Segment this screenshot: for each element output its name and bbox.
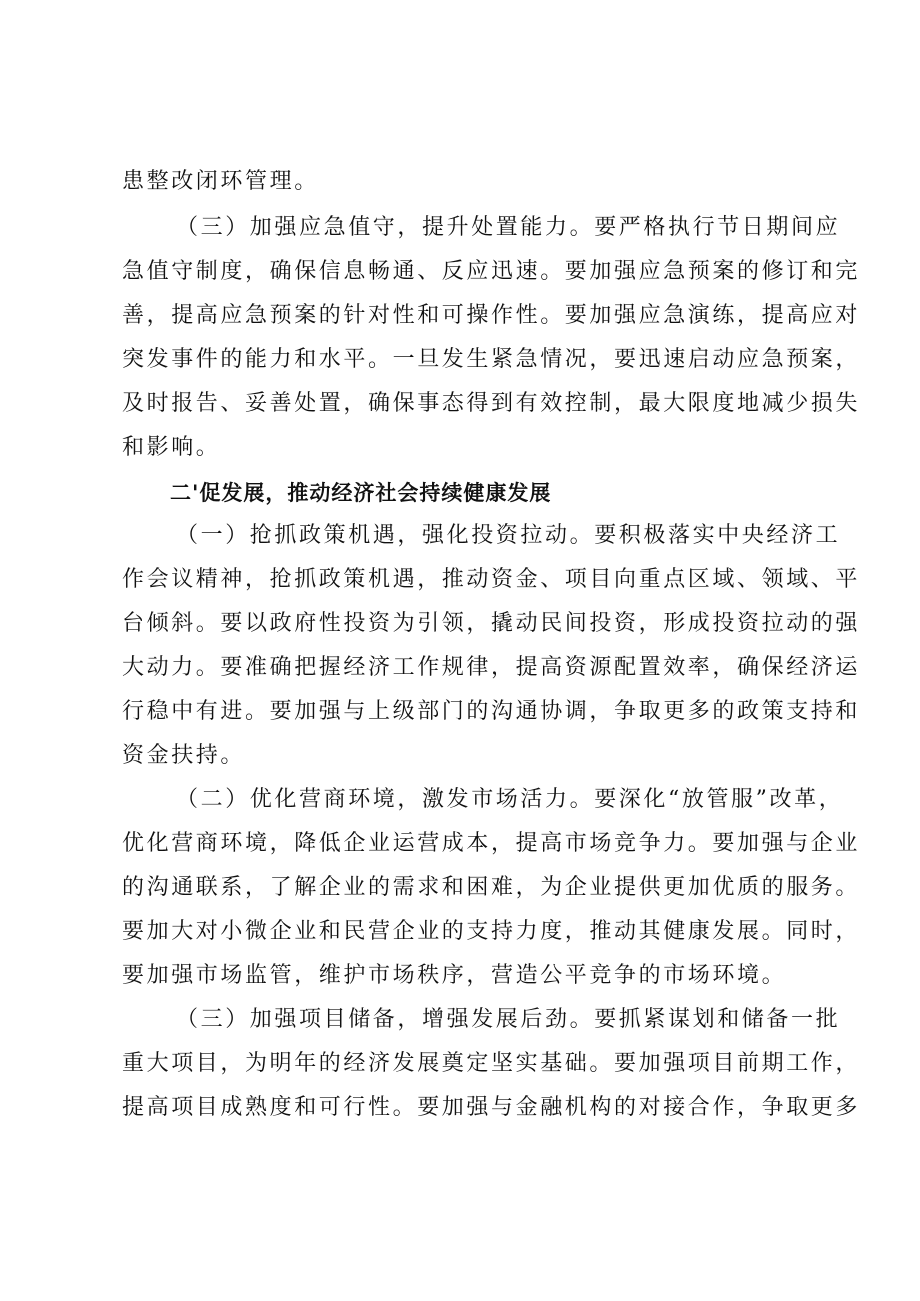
text-line: 提高项目成熟度和可行性。要加强与金融机构的对接合作，争取更多 [122, 1095, 861, 1120]
text-line: 突发事件的能力和水平。一旦发生紧急情况，要迅速启动应急预案， [122, 347, 861, 372]
text-line: 善，提高应急预案的针对性和可操作性。要加强应急演练，提高应对 [122, 303, 861, 328]
paragraph-heading-line: （二）优化营商环境，激发市场活力。要深化“放管服”改革， [176, 787, 844, 812]
text-line: 重大项目，为明年的经济发展奠定坚实基础。要加强项目前期工作， [122, 1051, 861, 1076]
text-line: 作会议精神，抢抓政策机遇，推动资金、项目向重点区域、领域、平 [122, 567, 861, 592]
text-line: 资金扶持。 [122, 743, 246, 768]
text-line: 患整改闭环管理。 [122, 169, 319, 194]
text-line: 要加大对小微企业和民营企业的支持力度，推动其健康发展。同时， [122, 919, 861, 944]
text-line: 台倾斜。要以政府性投资为引领，撬动民间投资，形成投资拉动的强 [122, 611, 861, 636]
text-line: 急值守制度，确保信息畅通、反应迅速。要加强应急预案的修订和完 [122, 259, 861, 284]
paragraph-heading-line: （三）加强应急值守，提升处置能力。要严格执行节日期间应 [176, 215, 841, 240]
section-heading: 二'促发展，推动经济社会持续健康发展 [170, 481, 552, 505]
text-line: 优化营商环境，降低企业运营成本，提高市场竞争力。要加强与企业 [122, 831, 861, 856]
text-line: 大动力。要准确把握经济工作规律，提高资源配置效率，确保经济运 [122, 655, 861, 680]
text-line: 的沟通联系，了解企业的需求和困难，为企业提供更加优质的服务。 [122, 875, 861, 900]
paragraph-heading-line: （一）抢抓政策机遇，强化投资拉动。要积极落实中央经济工 [176, 523, 841, 548]
paragraph-heading-line: （三）加强项目储备，增强发展后劲。要抓紧谋划和储备一批 [176, 1007, 841, 1032]
text-line: 行稳中有进。要加强与上级部门的沟通协调，争取更多的政策支持和 [122, 699, 861, 724]
text-line: 和影响。 [122, 435, 221, 460]
text-line: 要加强市场监管，维护市场秩序，营造公平竞争的市场环境。 [122, 963, 787, 988]
text-line: 及时报告、妥善处置，确保事态得到有效控制，最大限度地减少损失 [122, 391, 861, 416]
